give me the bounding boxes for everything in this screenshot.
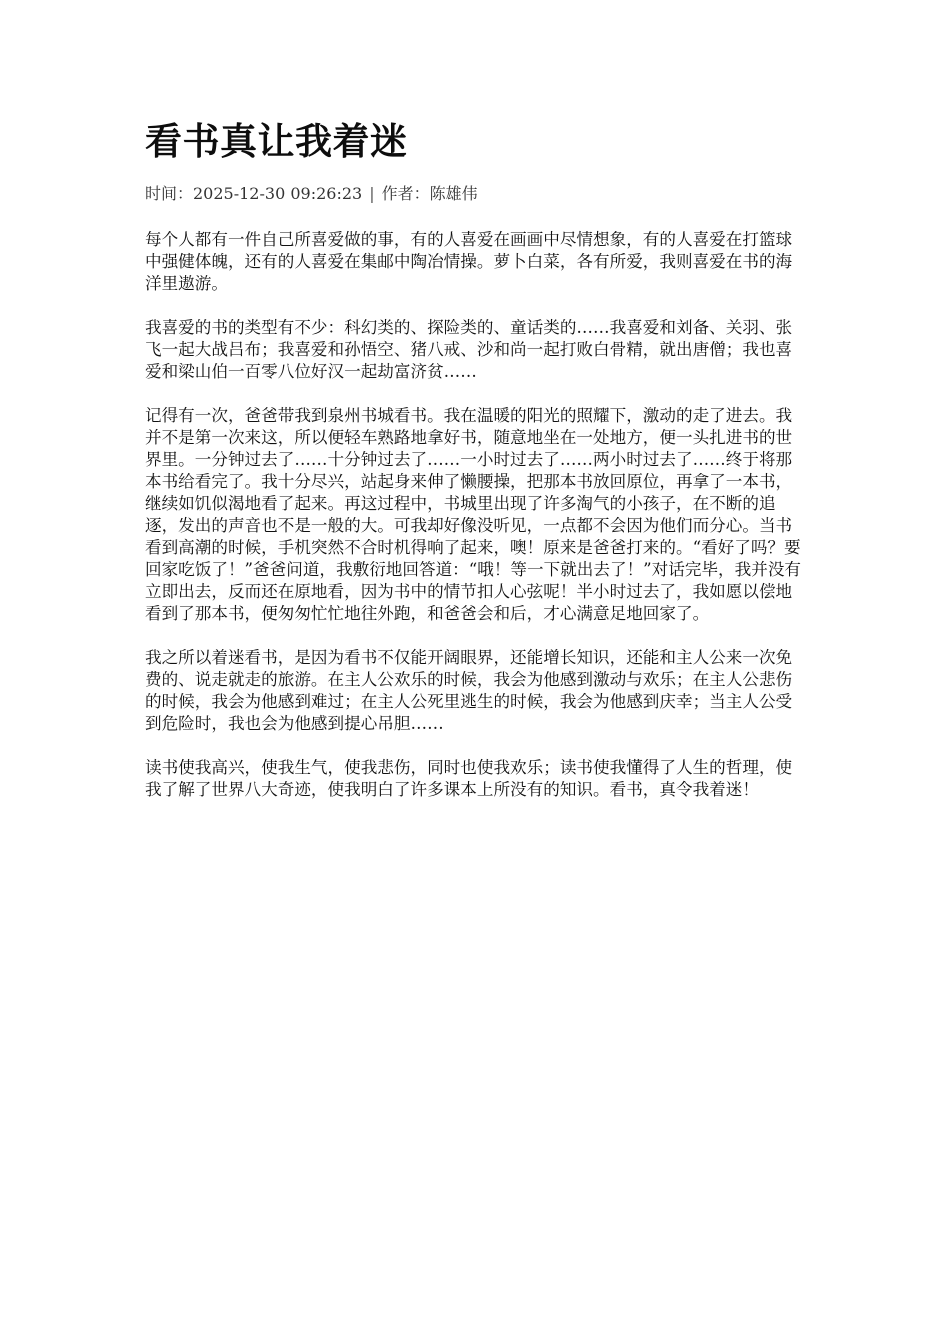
article-meta — [145, 184, 807, 204]
publish-time: 时间：2025-12-30 09:26:23 — [145, 184, 363, 203]
paragraph: 记得有一次，爸爸带我到泉州书城看书。我在温暖的阳光的照耀下，激动的走了进去。我并不是第一次来这，所以便轻车熟路地拿好书，随意地坐在一处地方，便一头扎进书的世界里。一分钟过去了……十分钟过去了……一小时过去了……两小时过去了……终于将那本书给看完了。我十分尽兴，站起身来伸了懒腰操，把那本书放回原位，再拿了一本书，继续如饥似渴地看了起来。再这过程中，书城里出现了许多淘气的小孩子，在不断的追逐，发出的声音也不是一般的大。可我却好像没听见，一点都不会因为他们而分心。当书看到高潮的时候，手机突然不合时机得响了起来，噢！原来是爸爸打来的。“看好了吗？要回家吃饭了！”爸爸问道，我敷衍地回答道：“哦！等一下就出去了！”对话完毕，我并没有立即出去，反而还在原地看，因为书中的情节扣人心弦呢！半小时过去了，我如愿以偿地看到了那本书，便匆匆忙忙地往外跑，和爸爸会和后，才心满意足地回家了。 — [145, 406, 802, 623]
author: 作者：陈雄伟 — [381, 184, 478, 203]
paragraph: 我喜爱的书的类型有不少：科幻类的、探险类的、童话类的……我喜爱和刘备、关羽、张飞一起大战吕布；我喜爱和孙悟空、猪八戒、沙和尚一起打败白骨精，就出唐僧；我也喜爱和梁山伯一百零八位好汉一起劫富济贫…… — [145, 318, 793, 381]
paragraph: 我之所以着迷看书，是因为看书不仅能开阔眼界，还能增长知识，还能和主人公来一次免费的、说走就走的旅游。在主人公欢乐的时候，我会为他感到激动与欢乐；在主人公悲伤的时候，我会为他感到难过；在主人公死里逃生的时候，我会为他感到庆幸；当主人公受到危险时，我也会为他感到提心吊胆…… — [145, 648, 793, 733]
article-title: 看书真让我着迷 — [145, 119, 408, 163]
meta-separator: | — [369, 184, 375, 203]
article-body — [145, 229, 807, 801]
paragraph: 读书使我高兴，使我生气，使我悲伤，同时也使我欢乐；读书使我懂得了人生的哲理，使我了解了世界八大奇迹，使我明白了许多课本上所没有的知识。看书，真令我着迷！ — [145, 758, 793, 799]
paragraph: 每个人都有一件自己所喜爱做的事，有的人喜爱在画画中尽情想象，有的人喜爱在打篮球中强健体魄，还有的人喜爱在集邮中陶冶情操。萝卜白菜，各有所爱，我则喜爱在书的海洋里遨游。 — [145, 230, 793, 293]
article — [145, 110, 807, 823]
